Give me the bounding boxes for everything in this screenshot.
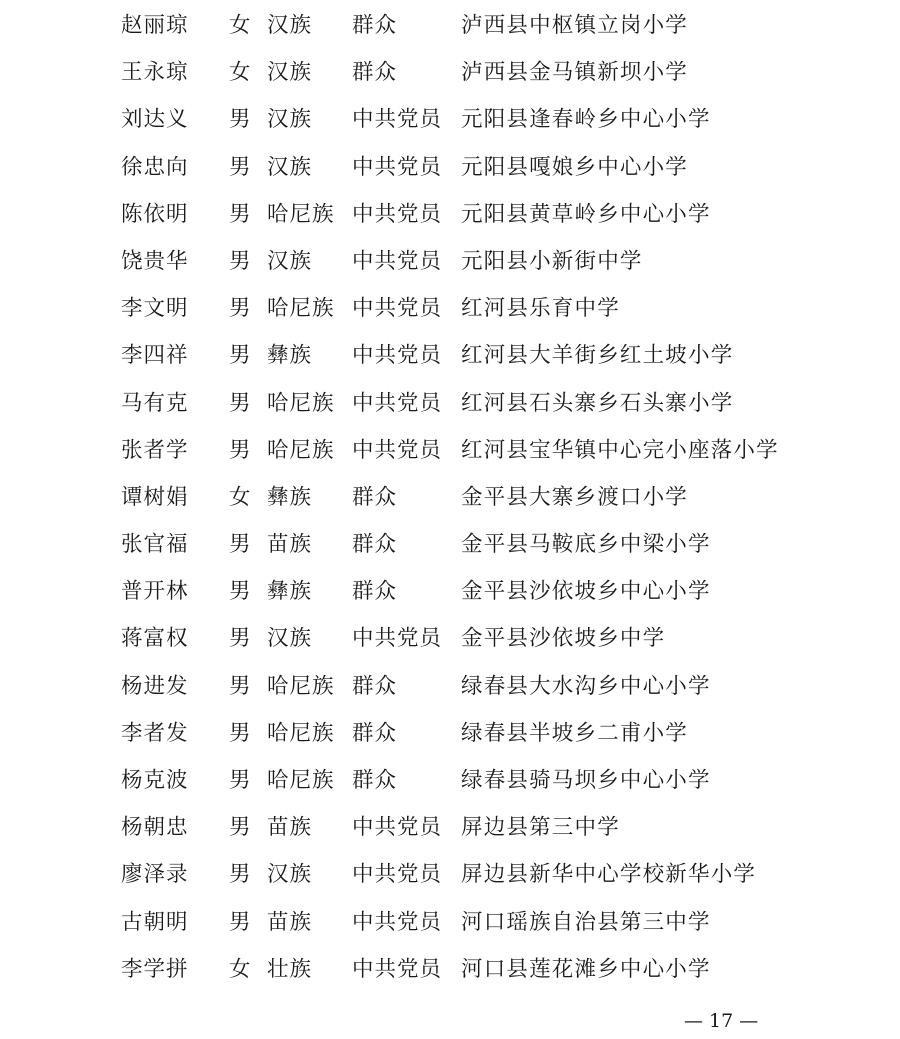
person-name: 陈依明 xyxy=(121,201,189,227)
person-name: 古朝明 xyxy=(121,909,189,935)
person-gender: 女 xyxy=(229,13,251,38)
person-name: 赵丽琼 xyxy=(121,13,189,38)
list-item xyxy=(0,332,900,379)
person-ethnicity: 彝族 xyxy=(267,343,313,369)
person-gender: 男 xyxy=(229,815,251,841)
person-political-status: 中共党员 xyxy=(352,343,443,369)
person-gender: 男 xyxy=(229,107,251,133)
person-school: 金平县大寨乡渡口小学 xyxy=(461,484,689,510)
person-name: 李者发 xyxy=(121,720,189,746)
person-school: 河口县莲花滩乡中心小学 xyxy=(461,956,711,982)
person-name: 杨朝忠 xyxy=(121,815,189,841)
person-gender: 男 xyxy=(229,248,251,274)
person-school: 红河县乐育中学 xyxy=(461,296,620,322)
person-political-status: 中共党员 xyxy=(352,107,443,133)
person-name: 廖泽录 xyxy=(121,862,189,888)
person-school: 泸西县中枢镇立岗小学 xyxy=(461,13,689,38)
person-political-status: 群众 xyxy=(352,579,398,605)
list-item xyxy=(0,144,900,191)
person-political-status: 群众 xyxy=(352,60,398,86)
person-school: 绿春县大水沟乡中心小学 xyxy=(461,673,711,699)
person-gender: 男 xyxy=(229,390,251,416)
person-school: 红河县大羊街乡红土坡小学 xyxy=(461,343,734,369)
person-gender: 男 xyxy=(229,437,251,463)
person-political-status: 中共党员 xyxy=(352,815,443,841)
person-name: 谭树娟 xyxy=(121,484,189,510)
person-name: 王永琼 xyxy=(121,60,189,86)
person-gender: 女 xyxy=(229,484,251,510)
list-item xyxy=(0,568,900,615)
person-name: 蒋富权 xyxy=(121,626,189,652)
person-gender: 男 xyxy=(229,154,251,180)
list-item xyxy=(0,2,900,49)
person-political-status: 群众 xyxy=(352,484,398,510)
person-gender: 女 xyxy=(229,60,251,86)
person-gender: 男 xyxy=(229,626,251,652)
person-school: 泸西县金马镇新坝小学 xyxy=(461,60,689,86)
person-gender: 男 xyxy=(229,720,251,746)
person-name: 李学拼 xyxy=(121,956,189,982)
person-gender: 男 xyxy=(229,579,251,605)
person-political-status: 中共党员 xyxy=(352,390,443,416)
person-political-status: 中共党员 xyxy=(352,909,443,935)
person-school: 元阳县小新街中学 xyxy=(461,248,643,274)
person-name: 徐忠向 xyxy=(121,154,189,180)
list-item xyxy=(0,380,900,427)
list-item xyxy=(0,238,900,285)
list-item xyxy=(0,615,900,662)
list-item xyxy=(0,49,900,96)
person-political-status: 中共党员 xyxy=(352,296,443,322)
person-political-status: 中共党员 xyxy=(352,956,443,982)
person-school: 屏边县新华中心学校新华小学 xyxy=(461,862,757,888)
person-political-status: 中共党员 xyxy=(352,154,443,180)
person-name: 李文明 xyxy=(121,296,189,322)
person-name: 马有克 xyxy=(121,390,189,416)
person-ethnicity: 汉族 xyxy=(267,862,313,888)
person-school: 元阳县逢春岭乡中心小学 xyxy=(461,107,711,133)
person-name: 杨克波 xyxy=(121,768,189,793)
person-gender: 男 xyxy=(229,201,251,227)
person-ethnicity: 哈尼族 xyxy=(267,201,335,227)
list-item xyxy=(0,427,900,474)
person-school: 金平县沙依坡乡中学 xyxy=(461,626,666,652)
person-ethnicity: 彝族 xyxy=(267,579,313,605)
person-name: 刘达义 xyxy=(121,107,189,133)
list-item xyxy=(0,521,900,568)
person-school: 河口瑶族自治县第三中学 xyxy=(461,909,711,935)
list-item xyxy=(0,96,900,143)
person-name: 李四祥 xyxy=(121,343,189,369)
person-ethnicity: 哈尼族 xyxy=(267,673,335,699)
person-political-status: 群众 xyxy=(352,532,398,558)
person-ethnicity: 彝族 xyxy=(267,484,313,510)
person-ethnicity: 壮族 xyxy=(267,956,313,982)
person-gender: 男 xyxy=(229,532,251,558)
person-political-status: 群众 xyxy=(352,673,398,699)
person-political-status: 中共党员 xyxy=(352,201,443,227)
list-item xyxy=(0,851,900,898)
page-number: — 17 — xyxy=(684,1010,759,1032)
list-item xyxy=(0,804,900,851)
person-school: 绿春县骑马坝乡中心小学 xyxy=(461,768,711,793)
person-ethnicity: 哈尼族 xyxy=(267,768,335,793)
list-item xyxy=(0,474,900,521)
list-item xyxy=(0,710,900,757)
list-item xyxy=(0,899,900,946)
person-ethnicity: 哈尼族 xyxy=(267,437,335,463)
person-school: 金平县马鞍底乡中梁小学 xyxy=(461,532,711,558)
list-item xyxy=(0,946,900,993)
list-item xyxy=(0,191,900,238)
person-name: 普开林 xyxy=(121,579,189,605)
person-gender: 男 xyxy=(229,862,251,888)
person-ethnicity: 汉族 xyxy=(267,626,313,652)
person-gender: 男 xyxy=(229,343,251,369)
roster-list xyxy=(0,2,900,993)
person-ethnicity: 苗族 xyxy=(267,909,313,935)
person-school: 金平县沙依坡乡中心小学 xyxy=(461,579,711,605)
list-item xyxy=(0,757,900,804)
person-ethnicity: 汉族 xyxy=(267,107,313,133)
person-ethnicity: 哈尼族 xyxy=(267,720,335,746)
person-ethnicity: 汉族 xyxy=(267,60,313,86)
person-ethnicity: 汉族 xyxy=(267,13,313,38)
person-school: 元阳县黄草岭乡中心小学 xyxy=(461,201,711,227)
person-name: 饶贵华 xyxy=(121,248,189,274)
person-political-status: 中共党员 xyxy=(352,626,443,652)
person-ethnicity: 汉族 xyxy=(267,248,313,274)
person-name: 张官福 xyxy=(121,532,189,558)
person-gender: 男 xyxy=(229,909,251,935)
person-name: 杨进发 xyxy=(121,673,189,699)
person-political-status: 群众 xyxy=(352,13,398,38)
person-political-status: 中共党员 xyxy=(352,248,443,274)
person-ethnicity: 哈尼族 xyxy=(267,296,335,322)
person-ethnicity: 苗族 xyxy=(267,815,313,841)
person-school: 红河县石头寨乡石头寨小学 xyxy=(461,390,734,416)
person-political-status: 群众 xyxy=(352,768,398,793)
list-item xyxy=(0,285,900,332)
person-gender: 男 xyxy=(229,768,251,793)
person-ethnicity: 苗族 xyxy=(267,532,313,558)
person-gender: 女 xyxy=(229,956,251,982)
person-gender: 男 xyxy=(229,296,251,322)
person-name: 张者学 xyxy=(121,437,189,463)
person-school: 屏边县第三中学 xyxy=(461,815,620,841)
person-gender: 男 xyxy=(229,673,251,699)
person-school: 元阳县嘎娘乡中心小学 xyxy=(461,154,689,180)
person-political-status: 中共党员 xyxy=(352,437,443,463)
person-political-status: 中共党员 xyxy=(352,862,443,888)
person-ethnicity: 汉族 xyxy=(267,154,313,180)
person-political-status: 群众 xyxy=(352,720,398,746)
list-item xyxy=(0,663,900,710)
person-school: 红河县宝华镇中心完小座落小学 xyxy=(461,437,779,463)
person-ethnicity: 哈尼族 xyxy=(267,390,335,416)
person-school: 绿春县半坡乡二甫小学 xyxy=(461,720,689,746)
